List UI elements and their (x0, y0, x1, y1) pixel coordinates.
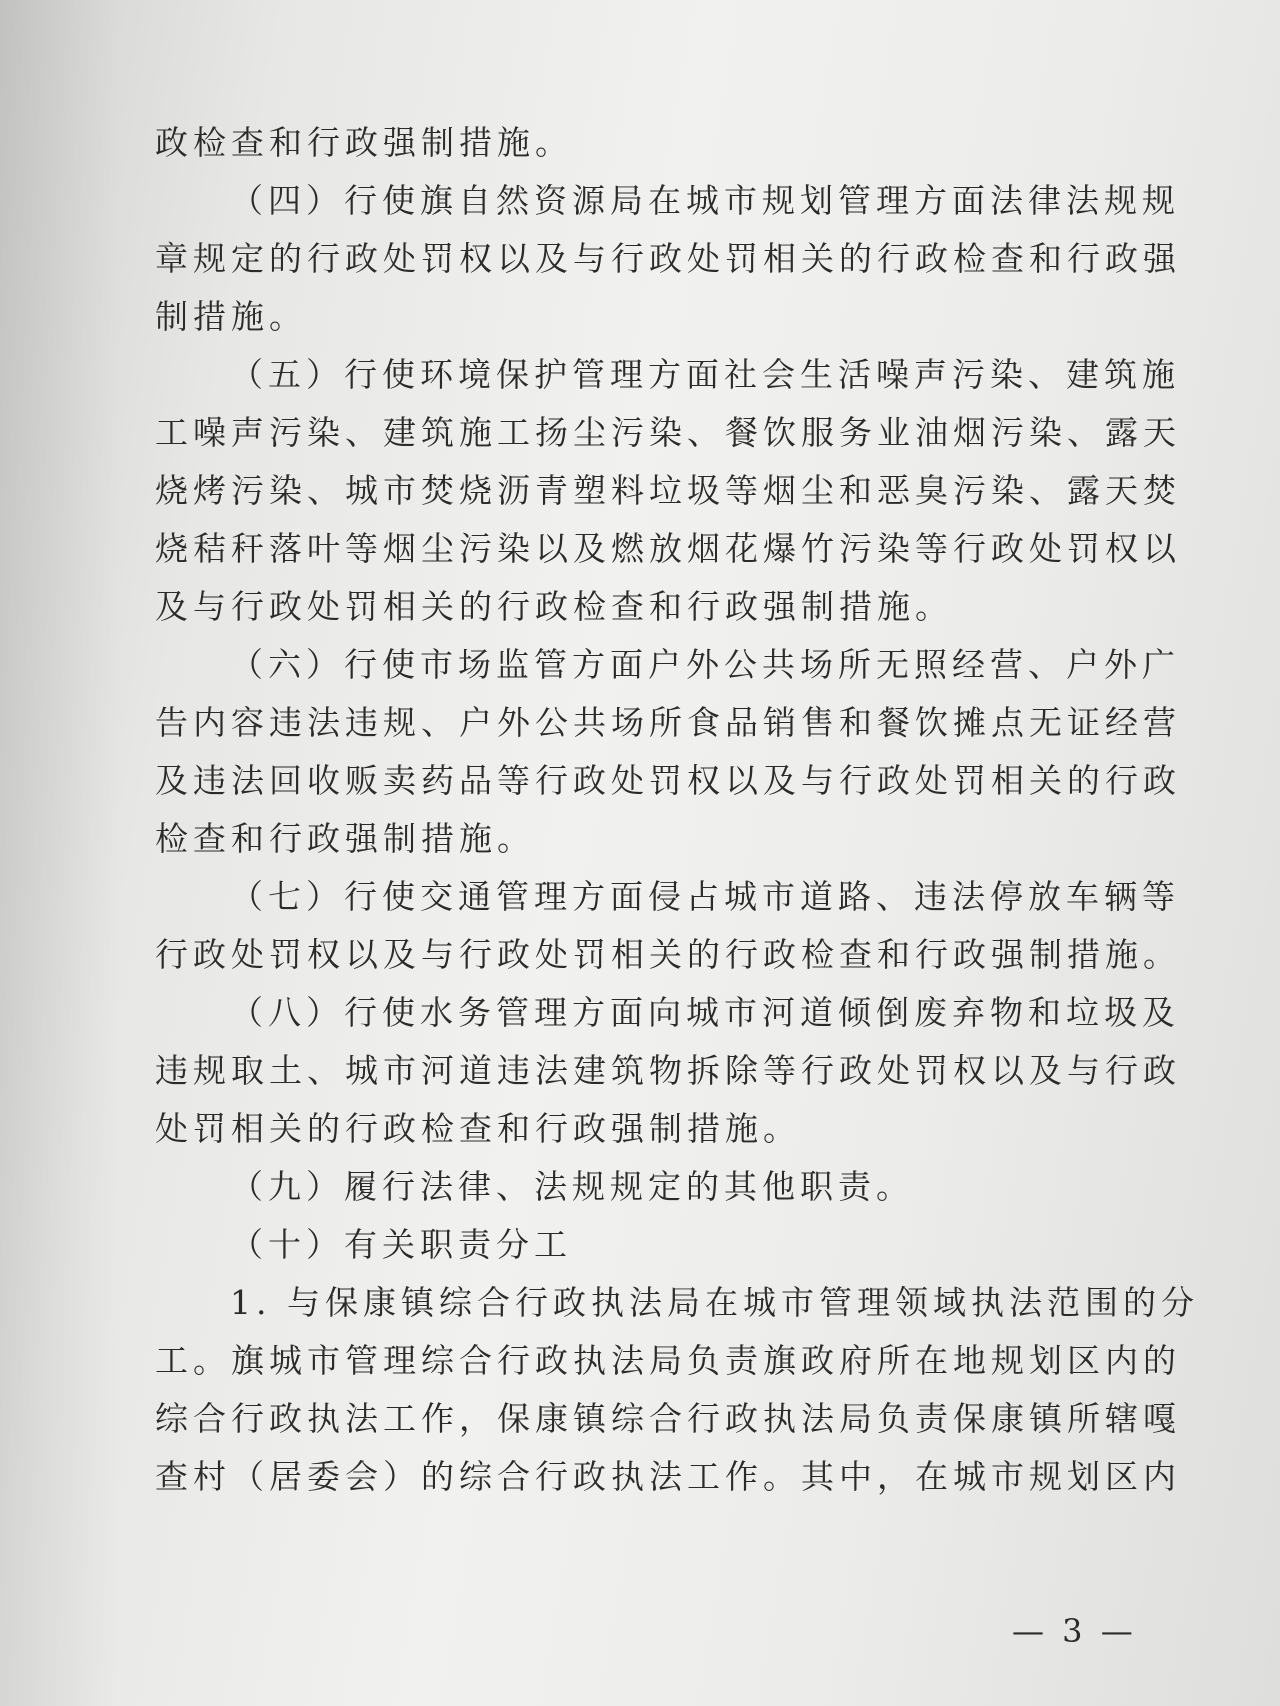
text-line-4: 制措施。 (155, 297, 307, 336)
text-line-13: 检查和行政强制措施。 (155, 819, 535, 858)
text-line-17: 违规取土、城市河道违法建筑物拆除等行政处罚权以及与行政 (155, 1051, 1181, 1090)
text-line-21: 1. 与保康镇综合行政执法局在城市管理领域执法范围的分 (230, 1283, 1199, 1322)
text-line-11: 告内容违法违规、户外公共场所食品销售和餐饮摊点无证经营 (155, 703, 1181, 742)
text-line-1: 政检查和行政强制措施。 (155, 123, 573, 162)
page-number: — 3 — (1012, 1612, 1137, 1650)
text-line-19: （九）履行法律、法规规定的其他职责。 (230, 1167, 914, 1206)
text-line-14: （七）行使交通管理方面侵占城市道路、违法停放车辆等 (230, 877, 1180, 916)
text-line-7: 烧烤污染、城市焚烧沥青塑料垃圾等烟尘和恶臭污染、露天焚 (155, 471, 1181, 510)
text-line-8: 烧秸秆落叶等烟尘污染以及燃放烟花爆竹污染等行政处罚权以 (155, 529, 1181, 568)
text-line-5: （五）行使环境保护管理方面社会生活噪声污染、建筑施 (230, 355, 1180, 394)
text-line-6: 工噪声污染、建筑施工扬尘污染、餐饮服务业油烟污染、露天 (155, 413, 1181, 452)
text-line-22: 工。旗城市管理综合行政执法局负责旗政府所在地规划区内的 (155, 1341, 1181, 1380)
text-line-3: 章规定的行政处罚权以及与行政处罚相关的行政检查和行政强 (155, 239, 1181, 278)
text-line-16: （八）行使水务管理方面向城市河道倾倒废弃物和垃圾及 (230, 993, 1180, 1032)
text-line-15: 行政处罚权以及与行政处罚相关的行政检查和行政强制措施。 (155, 935, 1181, 974)
text-line-18: 处罚相关的行政检查和行政强制措施。 (155, 1109, 801, 1148)
text-line-10: （六）行使市场监管方面户外公共场所无照经营、户外广 (230, 645, 1180, 684)
text-line-24: 查村（居委会）的综合行政执法工作。其中，在城市规划区内 (155, 1457, 1181, 1496)
page-shadow (0, 0, 120, 1706)
text-line-9: 及与行政处罚相关的行政检查和行政强制措施。 (155, 587, 953, 626)
text-line-20: （十）有关职责分工 (230, 1225, 572, 1264)
text-line-23: 综合行政执法工作，保康镇综合行政执法局负责保康镇所辖嘎 (155, 1399, 1181, 1438)
text-line-12: 及违法回收贩卖药品等行政处罚权以及与行政处罚相关的行政 (155, 761, 1181, 800)
text-line-2: （四）行使旗自然资源局在城市规划管理方面法律法规规 (230, 181, 1180, 220)
